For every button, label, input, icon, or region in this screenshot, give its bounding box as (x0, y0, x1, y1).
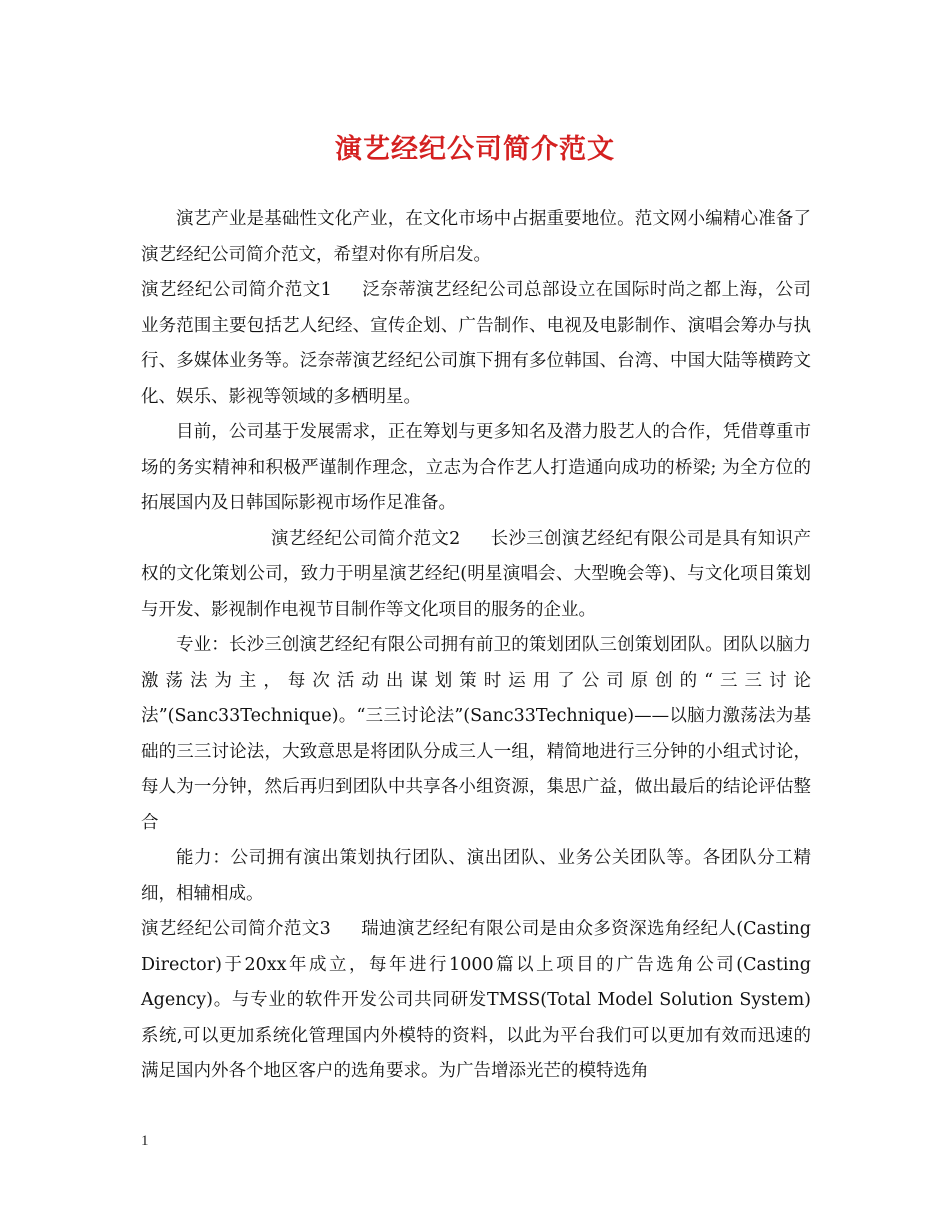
sample-heading: 演艺经纪公司简介范文2 (271, 528, 461, 549)
paragraph-text: 专业：长沙三创演艺经纪有限公司拥有前卫的策划团队三创策划团队。团队以脑力激荡法为主，每次活动出谋划策时运用了公司原创的“三三讨论法”(Sanc33Technique)。“三三讨论法”(Sanc33Technique)——以脑力激荡法为基础的三三讨论法，大致意思是将团队分成三人一组，精简地进行三分钟的小组式讨论，每人为一分钟，然后再归到团队中共享各小组资源，集思广益，做出最后的结论评估整合 (141, 635, 811, 833)
paragraph-current (141, 415, 811, 522)
paragraph-text: 能力：公司拥有演出策划执行团队、演出团队、业务公关团队等。各团队分工精细，相辅相成。 (141, 848, 811, 904)
document-title: 演艺经纪公司简介范文 (335, 134, 615, 165)
sample-heading: 演艺经纪公司简介范文3 (141, 919, 331, 939)
paragraph-intro (141, 202, 811, 273)
sample-heading: 演艺经纪公司简介范文1 (141, 280, 332, 300)
paragraph-text: 演艺产业是基础性文化产业，在文化市场中占据重要地位。范文网小编精心准备了演艺经纪公司简介范文，希望对你有所启发。 (141, 209, 811, 265)
page-number: 1 (141, 1133, 149, 1149)
paragraph-text: 泛奈蒂演艺经纪公司总部设立在国际时尚之都上海，公司业务范围主要包括艺人纪经、宣传企划、广告制作、电视及电影制作、演唱会筹办与执行、多媒体业务等。泛奈蒂演艺经纪公司旗下拥有多位韩国、台湾、中国大陆等横跨文化、娱乐、影视等领域的多栖明星。 (141, 280, 811, 407)
document-body (141, 202, 811, 1090)
paragraph-expertise (141, 628, 811, 841)
paragraph-ability (141, 841, 811, 912)
paragraph-sample-3 (141, 912, 811, 1090)
paragraph-text: 目前，公司基于发展需求，正在筹划与更多知名及潜力股艺人的合作，凭借尊重市场的务实精神和积极严谨制作理念，立志为合作艺人打造通向成功的桥梁; 为全方位的拓展国内及日韩国际影视市场作足准备。 (141, 422, 811, 513)
paragraph-text: 长沙三创演艺经纪有限公司是具有知识产权的文化策划公司，致力于明星演艺经纪(明星演唱会、大型晚会等)、与文化项目策划与开发、影视制作电视节目制作等文化项目的服务的企业。 (141, 528, 812, 620)
paragraph-text: 瑞迪演艺经纪有限公司是由众多资深选角经纪人(Casting Director)于20xx年成立，每年进行1000篇以上项目的广告选角公司(Casting Agency)。与专业的软件开发公司共同研发TMSS(Total Model Solution System)系统,可以更加系统化管理国内外模特的资料，以此为平台我们可以更加有效而迅速的满足国内外各个地区客户的选角要求。为广告增添光芒的模特选角 (141, 919, 812, 1081)
paragraph-sample-1 (141, 273, 811, 415)
paragraph-sample-2 (141, 522, 811, 629)
